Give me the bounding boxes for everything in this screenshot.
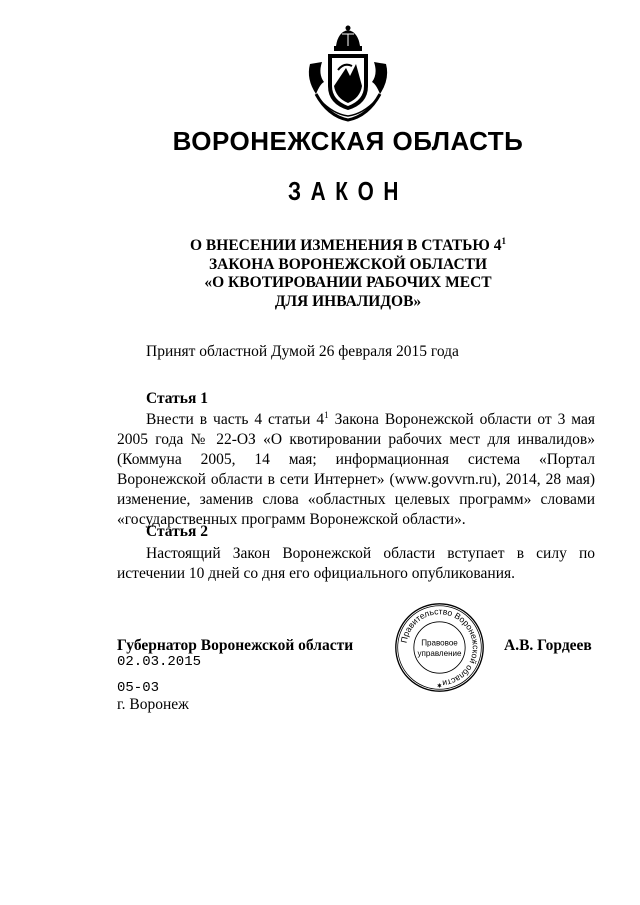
svg-text:✱: ✱: [437, 683, 442, 690]
superscript: 1: [324, 410, 329, 420]
law-title-line-1: О ВНЕСЕНИИ ИЗМЕНЕНИЯ В СТАТЬЮ $4^1$: [190, 236, 506, 254]
document-type-heading: ЗАКОН: [288, 176, 408, 206]
document-number: 05-03: [117, 680, 160, 696]
stamp-ring-text: Правительство Воронежской области: [398, 606, 481, 689]
signatory-position: Губернатор Воронежской области: [117, 637, 354, 654]
signatory-name: А.В. Гордеев: [504, 637, 592, 654]
article-2-heading: Статья 2: [146, 523, 208, 540]
crown-icon: [334, 26, 362, 52]
article-2-text: Настоящий Закон Воронежской области вступает в силу по истечении 10 дней со дня его официального опубликования.: [117, 545, 595, 582]
round-stamp-icon: [392, 600, 487, 695]
signing-date: 02.03.2015: [117, 654, 202, 670]
law-title: [0, 237, 640, 311]
signing-city: г. Воронеж: [117, 696, 189, 713]
coat-of-arms-icon: [298, 24, 398, 124]
superscript: 1: [501, 236, 506, 246]
law-title-line-2: ЗАКОНА ВОРОНЕЖСКОЙ ОБЛАСТИ: [208, 255, 488, 273]
region-heading: ВОРОНЕЖСКАЯ ОБЛАСТЬ: [172, 126, 524, 156]
shield-icon: [328, 54, 368, 110]
law-title-line-3: «О КВОТИРОВАНИИ РАБОЧИХ МЕСТ: [204, 274, 492, 291]
law-title-line-4: ДЛЯ ИНВАЛИДОВ»: [274, 292, 422, 310]
stamp-center-line-2: управление: [417, 649, 462, 659]
adoption-note: Принят областной Думой 26 февраля 2015 года: [146, 343, 459, 360]
stamp-center-line-1: Правовое: [421, 638, 458, 648]
article-1-heading: Статья 1: [146, 390, 208, 407]
article-1-text: Внести в часть 4 статьи $4^1$ Закона Воронежской области от 3 мая 2005 года № 22-ОЗ «О квотировании рабочих мест для инвалидов» (Коммуна 2005, 14 мая; информационная система «Портал Воронежской области в сети Интернет» (www.govvrn.ru), 2014, 28 мая) изменение, заменив слова «областных целевых программ» словами «государственных программ Воронежской области».: [117, 410, 595, 528]
